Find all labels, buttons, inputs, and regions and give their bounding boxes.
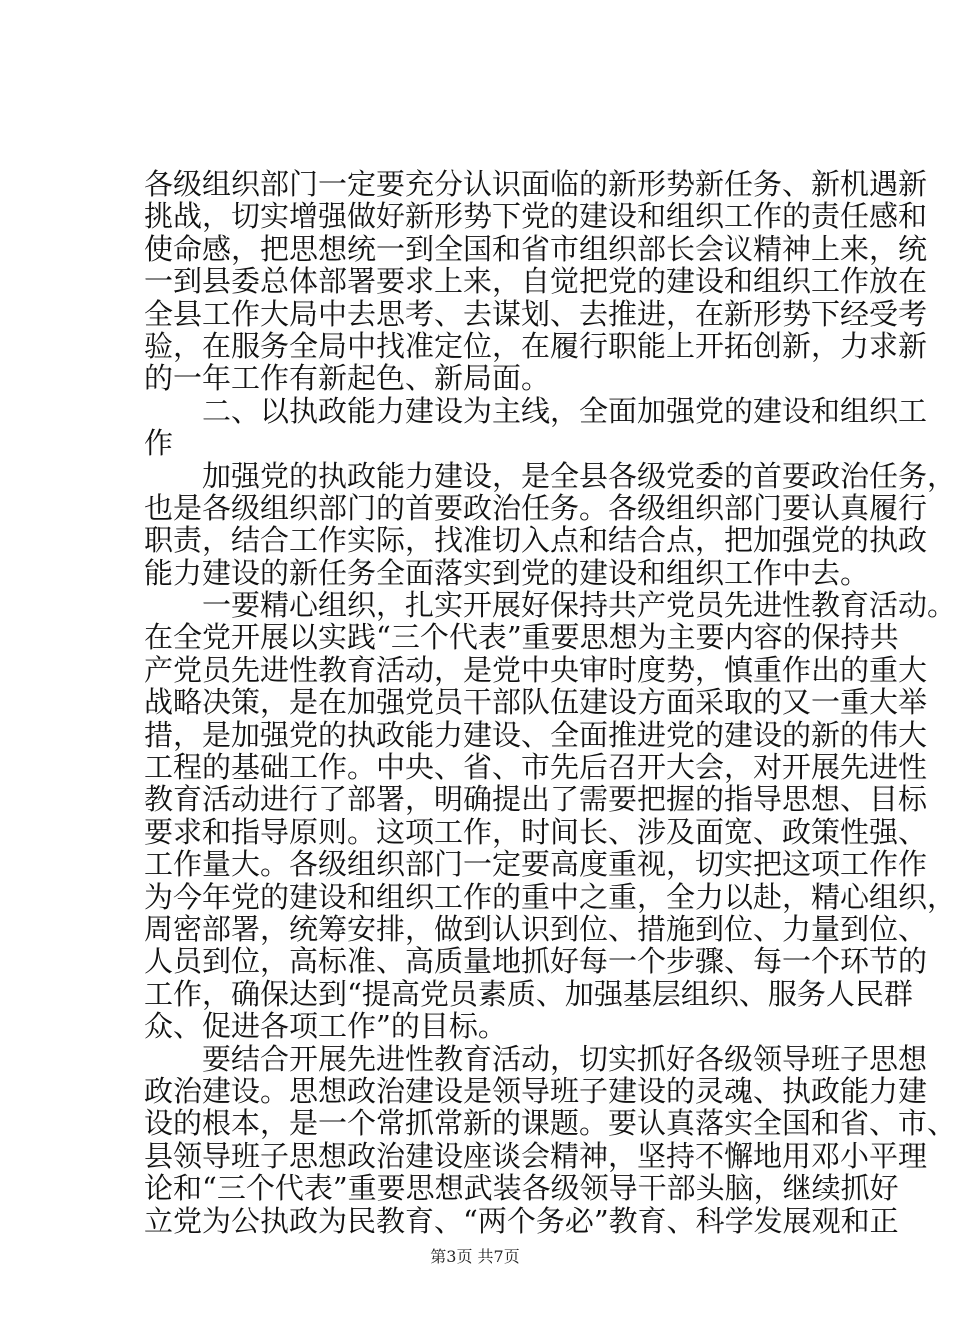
text-line: 要求和指导原则。这项工作，时间长、涉及面宽、政策性强、 — [144, 814, 928, 849]
text-line: 立党为公执政为民教育、“两个务必”教育、科学发展观和正 — [144, 1203, 899, 1238]
text-line: 的一年工作有新起色、新局面。 — [144, 361, 551, 396]
text-line: 各级组织部门一定要充分认识面临的新形势新任务、新机遇新 — [144, 167, 928, 201]
text-line: 周密部署，统筹安排，做到认识到位、措施到位、力量到位、 — [144, 911, 928, 946]
text-line: 县领导班子思想政治建设座谈会精神，坚持不懈地用邓小平理 — [144, 1138, 928, 1173]
text-line: 工程的基础工作。中央、省、市先后召开大会，对开展先进性 — [144, 750, 928, 785]
text-line: 战略决策，是在加强党员干部队伍建设方面采取的又一重大举 — [144, 685, 928, 720]
text-line: 加强党的执政能力建设，是全县各级党委的首要政治任务， — [144, 458, 956, 493]
text-line: 设的根本，是一个常抓常新的课题。要认真落实全国和省、市、 — [144, 1106, 956, 1141]
text-line: 在全党开展以实践“三个代表”重要思想为主要内容的保持共 — [144, 620, 899, 655]
text-line: 教育活动进行了部署，明确提出了需要把握的指导思想、目标 — [144, 782, 928, 817]
section-heading-line: 作 — [144, 426, 174, 461]
text-line: 为今年党的建设和组织工作的重中之重，全力以赴，精心组织， — [144, 879, 956, 914]
text-line: 挑战，切实增强做好新形势下党的建设和组织工作的责任感和 — [144, 199, 928, 234]
text-line: 产党员先进性教育活动，是党中央审时度势，慎重作出的重大 — [144, 652, 928, 687]
document-body — [144, 167, 956, 1238]
text-line: 也是各级组织部门的首要政治任务。各级组织部门要认真履行 — [144, 490, 928, 525]
text-line: 工作，确保达到“提高党员素质、加强基层组织、服务人民群 — [144, 976, 913, 1011]
text-line: 工作量大。各级组织部门一定要高度重视，切实把这项工作作 — [144, 847, 928, 882]
text-line: 论和“三个代表”重要思想武装各级领导干部头脑，继续抓好 — [144, 1171, 899, 1206]
text-line: 众、促进各项工作”的目标。 — [144, 1009, 507, 1044]
text-line: 要结合开展先进性教育活动，切实抓好各级领导班子思想 — [144, 1041, 928, 1076]
text-line: 政治建设。思想政治建设是领导班子建设的灵魂、执政能力建 — [144, 1073, 928, 1108]
text-line: 全县工作大局中去思考、去谋划、去推进，在新形势下经受考 — [144, 296, 928, 331]
text-line: 使命感，把思想统一到全国和省市组织部长会议精神上来，统 — [144, 231, 928, 266]
text-line: 一到县委总体部署要求上来，自觉把党的建设和组织工作放在 — [144, 264, 928, 299]
text-line: 一要精心组织，扎实开展好保持共产党员先进性教育活动。 — [144, 588, 956, 623]
text-line: 措，是加强党的执政能力建设、全面推进党的建设的新的伟大 — [144, 717, 928, 752]
page-number-footer: 第3页 共7页 — [430, 1247, 520, 1266]
text-line: 能力建设的新任务全面落实到党的建设和组织工作中去。 — [144, 555, 870, 590]
section-heading-line: 二、以执政能力建设为主线，全面加强党的建设和组织工 — [144, 393, 928, 428]
text-line: 人员到位，高标准、高质量地抓好每一个步骤、每一个环节的 — [144, 944, 928, 979]
text-line: 验，在服务全局中找准定位，在履行职能上开拓创新，力求新 — [144, 328, 928, 363]
text-line: 职责，结合工作实际，找准切入点和结合点，把加强党的执政 — [144, 523, 928, 558]
